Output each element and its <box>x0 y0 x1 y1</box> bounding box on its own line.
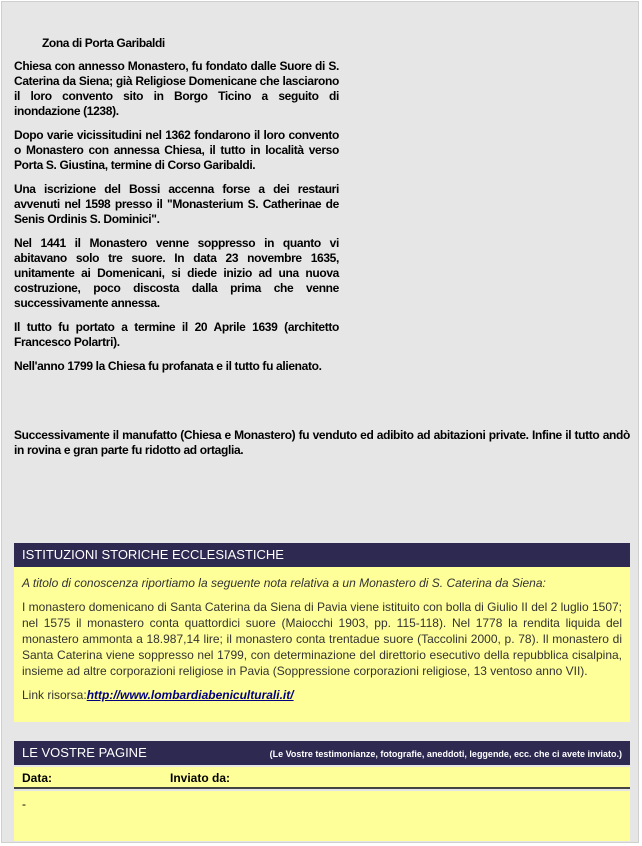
vostre-pagine-entry: - <box>14 791 630 841</box>
vostre-pagine-columns <box>14 767 630 789</box>
history-paragraph: Chiesa con annesso Monastero, fu fondato dalle Suore di S. Caterina da Siena; già Religiose Domenicane che lasciarono il loro convento sito in Borgo Ticino a seguito di inondazione (1238). <box>14 59 339 118</box>
column-inviato: Inviato da: <box>170 771 231 785</box>
history-paragraph: Successivamente il manufatto (Chiesa e Monastero) fu venduto ed adibito ad abitazioni private. Infine il tutto andò in rovina e gran parte fu ridotto ad ortaglia. <box>14 428 630 457</box>
istituzioni-intro: A titolo di conoscenza riportiamo la seguente nota relativa a un Monastero di S. Caterina da Siena: <box>22 576 546 590</box>
vostre-pagine-header <box>14 741 630 765</box>
section-title: Zona di Porta Garibaldi <box>42 36 165 50</box>
page-frame <box>1 1 639 843</box>
history-paragraph: Il tutto fu portato a termine il 20 Aprile 1639 (architetto Francesco Polartri). <box>14 320 339 349</box>
vostre-pagine-title: LE VOSTRE PAGINE <box>22 745 147 760</box>
istituzioni-box <box>14 567 630 722</box>
history-paragraph: Una iscrizione del Bossi accenna forse a dei restauri avvenuti nel 1598 presso il "Monasterium S. Catherinae de Senis Ordinis S. Dominici". <box>14 182 339 226</box>
history-paragraph: Nell'anno 1799 la Chiesa fu profanata e il tutto fu alienato. <box>14 359 322 373</box>
istituzioni-text: I monastero domenicano di Santa Caterina da Siena di Pavia viene istituito con bolla di Giulio II del 2 luglio 1507; nel 1575 il monastero conta quattordici suore (Maiocchi 1903, pp. 115-118). Nel 1778 la rendita liquida del monastero ammonta a 18.987,14 lire; il monastero conta trentadue suore (Taccolini 2000, p. 78). Il monastero di Santa Caterina viene soppresso nel 1799, con determinazione del direttorio esecutivo della repubblica cisalpina, insieme ad altre corporazioni religiose in Pavia (Soppressione corporazioni religiose, 13 ventoso anno VII). <box>22 600 622 678</box>
istituzioni-header: ISTITUZIONI STORICHE ECCLESIASTICHE <box>14 543 630 567</box>
link-label: Link risorsa: <box>22 688 87 702</box>
history-paragraph: Dopo varie vicissitudini nel 1362 fondarono il loro convento o Monastero con annessa Chiesa, il tutto in località verso Porta S. Giustina, termine di Corso Garibaldi. <box>14 128 339 172</box>
vostre-pagine-subtitle: (Le Vostre testimonianze, fotografie, aneddoti, leggende, ecc. che ci avete inviato.) <box>269 749 622 759</box>
history-text-wide <box>14 428 630 458</box>
column-data: Data: <box>22 771 53 785</box>
link-line <box>22 687 622 703</box>
history-paragraph: Nel 1441 il Monastero venne soppresso in quanto vi abitavano solo tre suore. In data 23 novembre 1635, unitamente ai Domenicani, si diede inizio ad una nuova costruzione, poco discosta dalla prima che venne successivamente annessa. <box>14 236 339 310</box>
history-text-column <box>14 59 339 383</box>
lombardia-link[interactable]: http://www.lombardiabeniculturali.it/ <box>86 688 294 702</box>
